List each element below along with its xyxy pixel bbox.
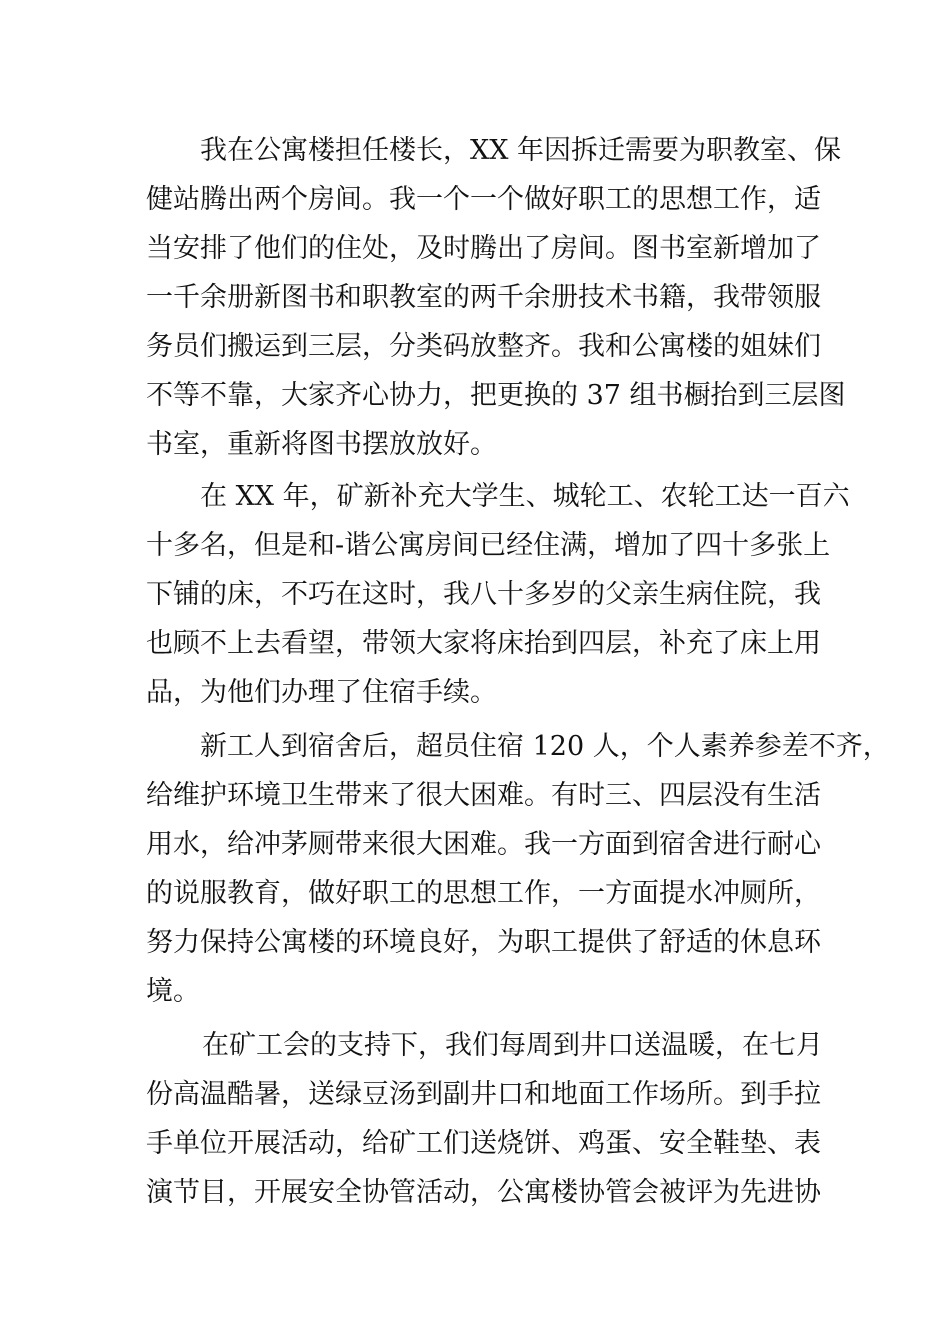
paragraph-2-line-4: 也顾不上去看望，带领大家将床抬到四层，补充了床上用 xyxy=(146,628,821,659)
paragraph-1-line-3: 当安排了他们的住处，及时腾出了房间。图书室新增加了 xyxy=(146,233,821,264)
paragraph-3-line-3: 用水，给冲茅厕带来很大困难。我一方面到宿舍进行耐心 xyxy=(146,829,821,860)
paragraph-3-line-1: 新工人到宿舍后，超员住宿 120 人，个人素养参差不齐， xyxy=(200,731,890,762)
paragraph-3-line-5: 努力保持公寓楼的环境良好，为职工提供了舒适的休息环 xyxy=(146,927,821,958)
paragraph-4-line-2: 份高温酷暑，送绿豆汤到副井口和地面工作场所。到手拉 xyxy=(146,1079,821,1110)
paragraph-1-line-5: 务员们搬运到三层，分类码放整齐。我和公寓楼的姐妹们 xyxy=(146,331,821,362)
paragraph-1-line-4: 一千余册新图书和职教室的两千余册技术书籍，我带领服 xyxy=(146,282,821,313)
paragraph-1-line-1: 我在公寓楼担任楼长，XX 年因拆迁需要为职教室、保 xyxy=(200,135,842,166)
paragraph-2-line-2: 十多名，但是和-谐公寓房间已经住满，增加了四十多张上 xyxy=(146,530,831,561)
paragraph-1-line-7: 书室，重新将图书摆放放好。 xyxy=(146,429,497,460)
paragraph-2-line-5: 品，为他们办理了住宿手续。 xyxy=(146,677,497,708)
paragraph-2-line-3: 下铺的床，不巧在这时，我八十多岁的父亲生病住院，我 xyxy=(146,579,821,610)
paragraph-3-line-2: 给维护环境卫生带来了很大困难。有时三、四层没有生活 xyxy=(146,780,821,811)
paragraph-1-line-6: 不等不靠，大家齐心协力，把更换的 37 组书橱抬到三层图 xyxy=(146,380,846,411)
paragraph-4-line-3: 手单位开展活动，给矿工们送烧饼、鸡蛋、安全鞋垫、表 xyxy=(146,1128,821,1159)
paragraph-3-line-6: 境。 xyxy=(146,976,200,1007)
paragraph-1-line-2: 健站腾出两个房间。我一个一个做好职工的思想工作，适 xyxy=(146,184,821,215)
paragraph-4-line-4: 演节目，开展安全协管活动，公寓楼协管会被评为先进协 xyxy=(146,1177,821,1208)
paragraph-4-line-1: 在矿工会的支持下，我们每周到井口送温暖，在七月 xyxy=(202,1030,823,1061)
paragraph-2-line-1: 在 XX 年，矿新补充大学生、城轮工、农轮工达一百六 xyxy=(200,481,850,512)
paragraph-3-line-4: 的说服教育，做好职工的思想工作，一方面提水冲厕所， xyxy=(146,878,821,909)
